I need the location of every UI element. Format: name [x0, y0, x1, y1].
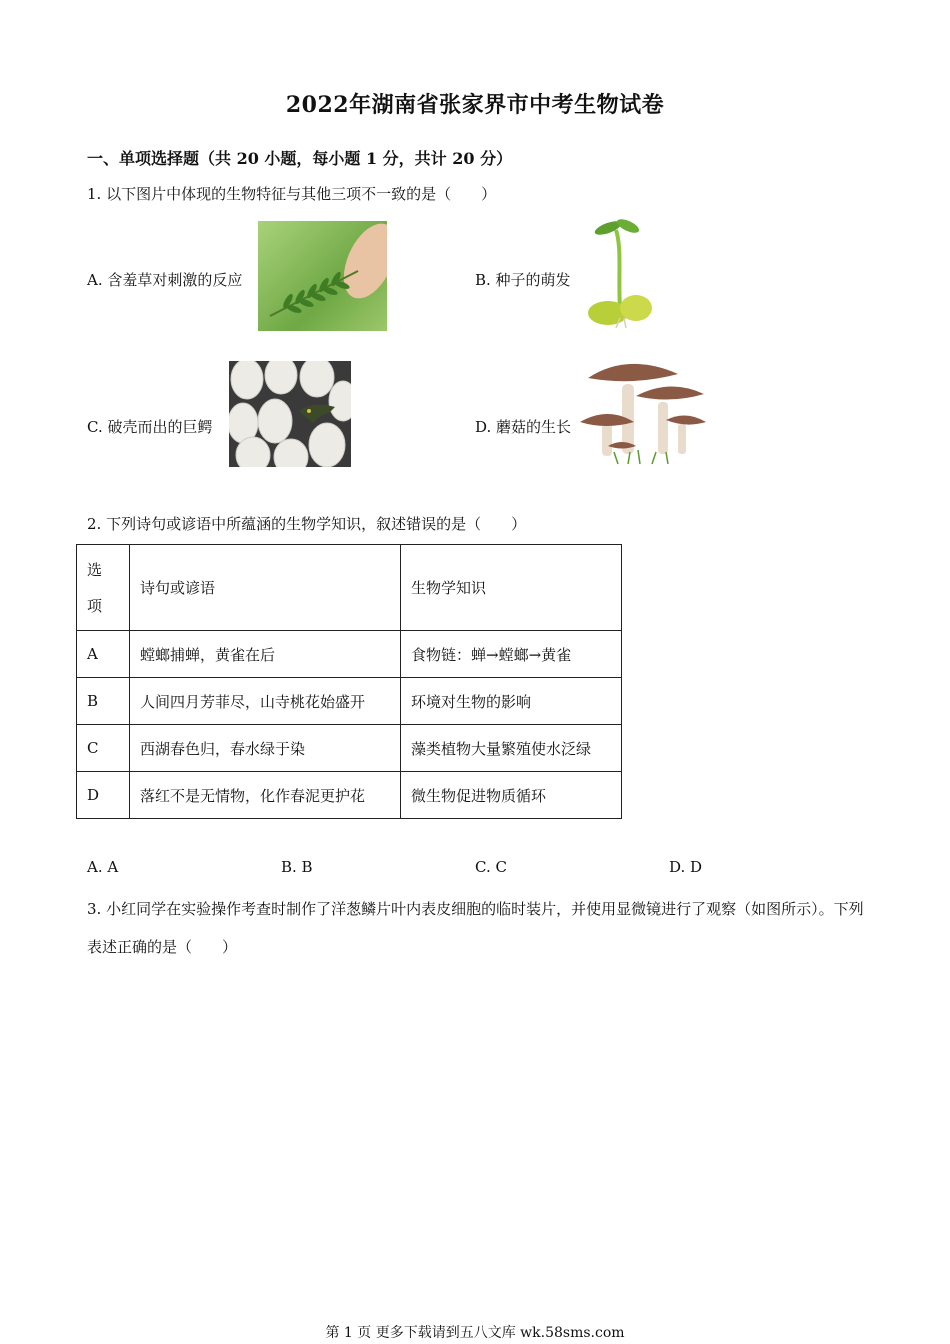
row-option-cell: B: [77, 678, 130, 725]
question-2-stem: 2. 下列诗句或谚语中所蕴涵的生物学知识，叙述错误的是（ ）: [87, 515, 527, 533]
table-row: [77, 678, 622, 725]
row-option-cell: C: [77, 725, 130, 772]
sprouting-seed-photo: [582, 218, 658, 330]
mimosa-leaf-touch-photo: [258, 221, 387, 331]
row-option-cell: D: [77, 772, 130, 819]
row-option-cell: A: [77, 631, 130, 678]
row-knowledge-cell: 微生物促进物质循环: [401, 772, 622, 819]
crocodile-hatching-photo: [229, 361, 351, 467]
poem-knowledge-table: [76, 544, 622, 819]
q2-answer-d: D. D: [669, 858, 703, 876]
table-header-row: [77, 545, 622, 631]
q1-option-c-label: C. 破壳而出的巨鳄: [87, 418, 213, 436]
row-knowledge-cell: 食物链：蝉→螳螂→黄雀: [401, 631, 622, 678]
row-poem-cell: 落红不是无情物，化作春泥更护花: [130, 772, 401, 819]
table-row: [77, 772, 622, 819]
row-knowledge-cell: 环境对生物的影响: [401, 678, 622, 725]
q2-answer-c: C. C: [475, 858, 507, 876]
header-knowledge-cell: 生物学知识: [401, 545, 622, 631]
question-3-stem: 3. 小红同学在实验操作考查时制作了洋葱鳞片叶内表皮细胞的临时装片，并使用显微镜进行了观察（如图所示）。下列表述正确的是（ ）: [87, 900, 864, 956]
table-row: [77, 725, 622, 772]
question-1-stem: 1. 以下图片中体现的生物特征与其他三项不一致的是（ ）: [87, 185, 497, 203]
q1-option-a-label: A. 含羞草对刺激的反应: [87, 271, 243, 289]
header-poem-cell: 诗句或谚语: [130, 545, 401, 631]
table-row: [77, 631, 622, 678]
q1-option-d-label: D. 蘑菇的生长: [475, 418, 572, 436]
section-heading: 一、单项选择题（共 20 小题，每小题 1 分，共计 20 分）: [87, 149, 513, 168]
q1-option-b-label: B. 种子的萌发: [475, 271, 571, 289]
row-knowledge-cell: 藻类植物大量繁殖使水泛绿: [401, 725, 622, 772]
mushroom-cluster-photo: [578, 354, 710, 468]
row-poem-cell: 西湖春色归，春水绿于染: [130, 725, 401, 772]
q2-answer-a: A. A: [87, 858, 119, 876]
page-footer: 第 1 页 更多下载请到五八文库 wk.58sms.com: [325, 1325, 625, 1341]
q2-answer-b: B. B: [281, 858, 313, 876]
header-option-cell: 选 项: [77, 545, 130, 631]
row-poem-cell: 人间四月芳菲尽，山寺桃花始盛开: [130, 678, 401, 725]
row-poem-cell: 螳螂捕蝉，黄雀在后: [130, 631, 401, 678]
page-title: 2022年湖南省张家界市中考生物试卷: [285, 92, 665, 118]
